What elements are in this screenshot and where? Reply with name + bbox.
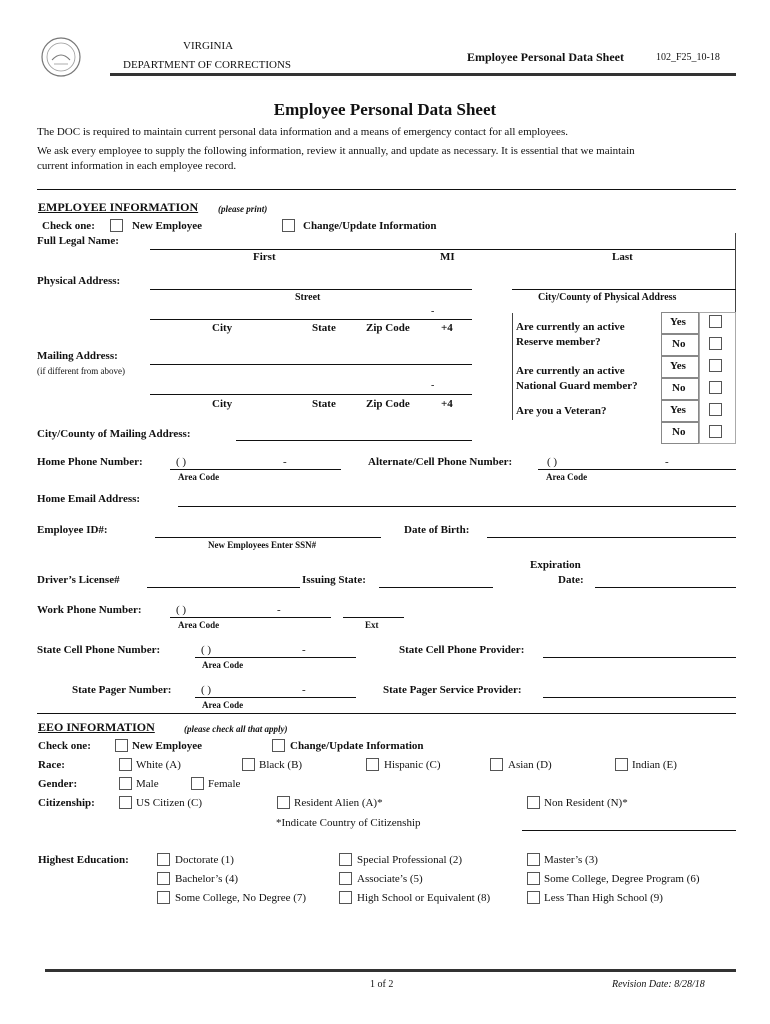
dob-line[interactable]: [487, 537, 736, 538]
work-phone-dash: -: [277, 604, 281, 616]
issuing-state-line[interactable]: [379, 587, 493, 588]
physical-address-label: Physical Address:: [37, 275, 121, 287]
work-phone-paren: ( ): [176, 604, 187, 616]
zip-dash: -: [431, 306, 435, 317]
gender-female-label: Female: [208, 778, 241, 790]
associates-checkbox[interactable]: [339, 872, 352, 885]
veteran-yes-label: Yes: [670, 404, 686, 416]
state-pager-provider-label: State Pager Service Provider:: [383, 684, 522, 696]
city-county-physical-label: City/County of Physical Address: [538, 292, 677, 303]
eeo-check-one-label: Check one:: [38, 740, 91, 752]
eeo-heading: EEO INFORMATION: [38, 720, 155, 734]
mailing-zip-label: Zip Code: [366, 398, 410, 410]
new-employee-checkbox[interactable]: [110, 219, 123, 232]
country-line[interactable]: [522, 830, 736, 831]
special-professional-checkbox[interactable]: [339, 853, 352, 866]
mailing-plus4-label: +4: [441, 398, 453, 410]
intro-line2: We ask every employee to supply the following information, review it annually, and update as necessary. It is essential that we maintain: [37, 145, 635, 157]
intro-line3: current information in each employee record.: [37, 160, 237, 172]
veteran-question: Are you a Veteran?: [516, 405, 607, 417]
non-resident-checkbox[interactable]: [527, 796, 540, 809]
race-indian-checkbox[interactable]: [615, 758, 628, 771]
state-pager-label: State Pager Number:: [72, 684, 172, 696]
employee-info-heading: EMPLOYEE INFORMATION: [38, 200, 199, 214]
expiration-date-label: Date:: [558, 574, 584, 586]
employee-info-note: (please print): [218, 204, 268, 214]
state-pager-line[interactable]: [195, 697, 356, 698]
eeo-change-update-label: Change/Update Information: [290, 740, 424, 752]
home-email-label: Home Email Address:: [37, 493, 141, 505]
guard-yes-label: Yes: [670, 360, 686, 372]
dob-label: Date of Birth:: [404, 524, 470, 536]
new-ssn-note: New Employees Enter SSN#: [208, 540, 317, 550]
alt-phone-label: Alternate/Cell Phone Number:: [368, 456, 513, 468]
guard-question: [516, 364, 661, 394]
alt-phone-dash: -: [665, 456, 669, 468]
check-one-label: Check one:: [42, 220, 95, 232]
mailing-city-label: City: [212, 398, 233, 410]
physical-city-line[interactable]: [150, 319, 472, 320]
race-white-checkbox[interactable]: [119, 758, 132, 771]
highest-education-label: Highest Education:: [38, 854, 129, 866]
agency-line2: DEPARTMENT OF CORRECTIONS: [123, 59, 292, 71]
mailing-address-label: Mailing Address:: [37, 350, 118, 362]
some-college-program-checkbox[interactable]: [527, 872, 540, 885]
street-label: Street: [295, 292, 321, 303]
footer-rule: [45, 969, 736, 972]
mailing-state-label: State: [312, 398, 336, 410]
revision-date: Revision Date: 8/28/18: [612, 979, 705, 990]
header-rule: [110, 73, 736, 76]
special-professional-label: Special Professional (2): [357, 854, 463, 866]
state-cell-dash: -: [302, 644, 306, 656]
state-cell-paren: ( ): [201, 644, 212, 656]
ext-label: Ext: [365, 620, 379, 630]
alt-area-code: Area Code: [546, 472, 588, 482]
race-black-label: Black (B): [259, 759, 303, 771]
race-asian-label: Asian (D): [508, 759, 552, 771]
associates-label: Associate’s (5): [357, 873, 423, 885]
agency-line1: VIRGINIA: [183, 40, 234, 52]
resident-alien-checkbox[interactable]: [277, 796, 290, 809]
plus4-label: +4: [441, 322, 453, 334]
gender-label: Gender:: [38, 778, 78, 790]
high-school-checkbox[interactable]: [339, 891, 352, 904]
home-phone-paren: ( ): [176, 456, 187, 468]
page-title: Employee Personal Data Sheet: [273, 100, 497, 119]
doctorate-label: Doctorate (1): [175, 854, 234, 866]
eeo-new-employee-checkbox[interactable]: [115, 739, 128, 752]
race-black-checkbox[interactable]: [242, 758, 255, 771]
mi-label: MI: [440, 251, 455, 263]
form-id: 102_F25_10-18: [656, 52, 720, 63]
drivers-license-label: Driver’s License#: [37, 574, 120, 586]
race-hispanic-checkbox[interactable]: [366, 758, 379, 771]
state-pager-area-code: Area Code: [202, 700, 244, 710]
reserve-question: [516, 320, 646, 350]
section-divider: [37, 189, 736, 190]
reserve-yes-label: Yes: [670, 316, 686, 328]
work-area-code: Area Code: [178, 620, 220, 630]
non-resident-label: Non Resident (N)*: [544, 797, 628, 809]
us-citizen-checkbox[interactable]: [119, 796, 132, 809]
seal-icon: [40, 36, 82, 78]
full-legal-name-label: Full Legal Name:: [37, 235, 119, 247]
change-update-checkbox[interactable]: [282, 219, 295, 232]
some-college-program-label: Some College, Degree Program (6): [544, 873, 700, 885]
veteran-no-label: No: [672, 426, 686, 438]
physical-street-line[interactable]: [150, 289, 472, 290]
city-label: City: [212, 322, 233, 334]
race-asian-checkbox[interactable]: [490, 758, 503, 771]
state-cell-area-code: Area Code: [202, 660, 244, 670]
state-cell-provider-label: State Cell Phone Provider:: [399, 644, 525, 656]
expiration-label: Expiration: [530, 559, 581, 571]
bachelors-checkbox[interactable]: [157, 872, 170, 885]
race-indian-label: Indian (E): [632, 759, 677, 771]
change-update-label: Change/Update Information: [303, 220, 437, 232]
page-number: 1 of 2: [370, 979, 394, 990]
ext-line[interactable]: [343, 617, 404, 618]
eeo-change-update-checkbox[interactable]: [272, 739, 285, 752]
race-hispanic-label: Hispanic (C): [384, 759, 441, 771]
home-phone-label: Home Phone Number:: [37, 456, 143, 468]
physical-county-line[interactable]: [512, 289, 736, 290]
state-pager-provider-line[interactable]: [543, 697, 736, 698]
less-than-hs-label: Less Than High School (9): [544, 892, 663, 904]
eeo-divider: [37, 713, 736, 714]
employee-id-label: Employee ID#:: [37, 524, 108, 536]
state-pager-paren: ( ): [201, 684, 212, 696]
guard-question-text: Are currently an active National Guard member?: [516, 365, 638, 392]
mailing-street-line[interactable]: [150, 364, 472, 365]
eeo-note: (please check all that apply): [184, 724, 288, 734]
guard-no-label: No: [672, 382, 686, 394]
if-different-note: (if different from above): [37, 366, 126, 376]
home-area-code: Area Code: [178, 472, 220, 482]
city-county-mailing-line[interactable]: [236, 440, 472, 441]
new-employee-label: New Employee: [132, 220, 202, 232]
state-pager-dash: -: [302, 684, 306, 696]
mailing-city-line[interactable]: [150, 394, 472, 395]
less-than-hs-checkbox[interactable]: [527, 891, 540, 904]
work-phone-label: Work Phone Number:: [37, 604, 142, 616]
gender-female-checkbox[interactable]: [191, 777, 204, 790]
zip-label: Zip Code: [366, 322, 410, 334]
full-name-line[interactable]: [150, 249, 735, 250]
last-label: Last: [612, 251, 633, 263]
masters-checkbox[interactable]: [527, 853, 540, 866]
first-label: First: [253, 251, 276, 263]
bachelors-label: Bachelor’s (4): [175, 873, 239, 885]
mailing-zip-dash: -: [431, 380, 435, 391]
home-phone-line[interactable]: [170, 469, 341, 470]
military-left-border: [512, 313, 513, 420]
city-county-mailing-label: City/County of Mailing Address:: [37, 428, 191, 440]
intro-line1: The DOC is required to maintain current personal data information and a means of emergency contact for all employees.: [37, 126, 568, 138]
race-white-label: White (A): [136, 759, 181, 771]
doctorate-checkbox[interactable]: [157, 853, 170, 866]
reserve-no-label: No: [672, 338, 686, 350]
issuing-state-label: Issuing State:: [302, 574, 366, 586]
work-phone-line[interactable]: [170, 617, 331, 618]
country-note: *Indicate Country of Citizenship: [276, 817, 421, 829]
alt-phone-line[interactable]: [538, 469, 736, 470]
state-label: State: [312, 322, 336, 334]
header-doc-title: Employee Personal Data Sheet: [467, 50, 624, 64]
home-email-line[interactable]: [178, 506, 736, 507]
reserve-question-text: Are currently an active Reserve member?: [516, 321, 625, 348]
gender-male-checkbox[interactable]: [119, 777, 132, 790]
some-college-no-degree-checkbox[interactable]: [157, 891, 170, 904]
citizenship-label: Citizenship:: [38, 797, 95, 809]
state-cell-provider-line[interactable]: [543, 657, 736, 658]
some-college-no-degree-label: Some College, No Degree (7): [175, 892, 307, 904]
drivers-license-line[interactable]: [147, 587, 300, 588]
state-cell-label: State Cell Phone Number:: [37, 644, 161, 656]
high-school-label: High School or Equivalent (8): [357, 892, 491, 904]
veteran-box-outline: [699, 312, 736, 444]
doc-seal: [40, 36, 82, 78]
home-phone-dash: -: [283, 456, 287, 468]
masters-label: Master’s (3): [544, 854, 598, 866]
employee-id-line[interactable]: [155, 537, 381, 538]
alt-phone-paren: ( ): [547, 456, 558, 468]
eeo-new-employee-label: New Employee: [132, 740, 202, 752]
resident-alien-label: Resident Alien (A)*: [294, 797, 383, 809]
us-citizen-label: US Citizen (C): [136, 797, 202, 809]
gender-male-label: Male: [136, 778, 159, 790]
race-label: Race:: [38, 759, 65, 771]
expiration-line[interactable]: [595, 587, 736, 588]
state-cell-line[interactable]: [195, 657, 356, 658]
